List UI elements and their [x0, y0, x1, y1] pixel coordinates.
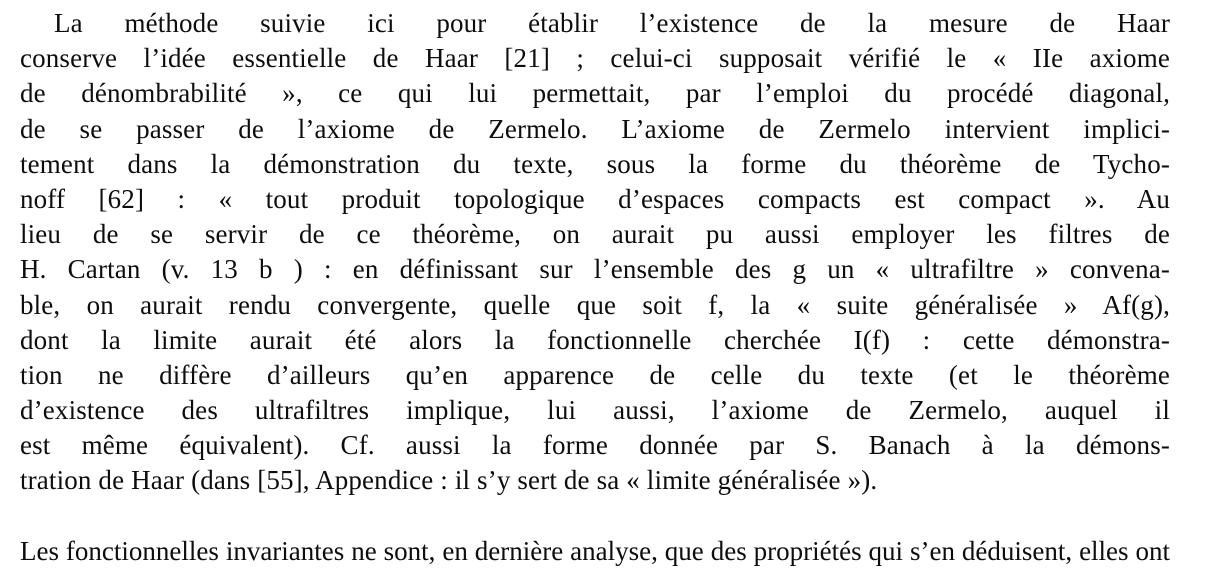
cropped-next-line [20, 536, 1170, 570]
paragraph-line: noff [62] : « tout produit topologique d’espaces compacts est compact ». Au [20, 183, 1170, 214]
paragraph-line: d’existence des ultrafiltres implique, lui aussi, l’axiome de Zermelo, auquel il [20, 395, 1170, 426]
paragraph-line: dont la limite aurait été alors la fonctionnelle cherchée I(f) : cette démonstra- [20, 324, 1170, 355]
cropped-line-text: Les fonctionnelles invariantes ne sont, en dernière analyse, que des propriétés qui s’en déduisent, elles ont [20, 536, 1170, 566]
paragraph [20, 6, 1170, 499]
paragraph-line: H. Cartan (v. 13 b ) : en définissant sur l’ensemble des g un « ultrafiltre » convena- [20, 254, 1170, 285]
paragraph-line: lieu de se servir de ce théorème, on aurait pu aussi employer les filtres de [20, 219, 1170, 250]
paragraph-line: tement dans la démonstration du texte, sous la forme du théorème de Tycho- [20, 148, 1170, 179]
paragraph-line: de dénombrabilité », ce qui lui permettait, par l’emploi du procédé diagonal, [20, 78, 1170, 109]
paragraph-line: tion ne diffère d’ailleurs qu’en apparence de celle du texte (et le théorème [20, 359, 1170, 390]
paragraph-line: tration de Haar (dans [55], Appendice : il s’y sert de sa « limite généralisée »). [20, 465, 878, 496]
paragraph-line: de se passer de l’axiome de Zermelo. L’axiome de Zermelo intervient implici- [20, 113, 1170, 144]
paragraph-line: est même équivalent). Cf. aussi la forme donnée par S. Banach à la démons- [20, 430, 1170, 461]
paragraph-line: ble, on aurait rendu convergente, quelle que soit f, la « suite généralisée » Af(g), [20, 289, 1170, 320]
paragraph-line: conserve l’idée essentielle de Haar [21] ; celui-ci supposait vérifié le « IIe axiome [20, 43, 1170, 74]
paragraph-line: La méthode suivie ici pour établir l’existence de la mesure de Haar [54, 8, 1170, 38]
